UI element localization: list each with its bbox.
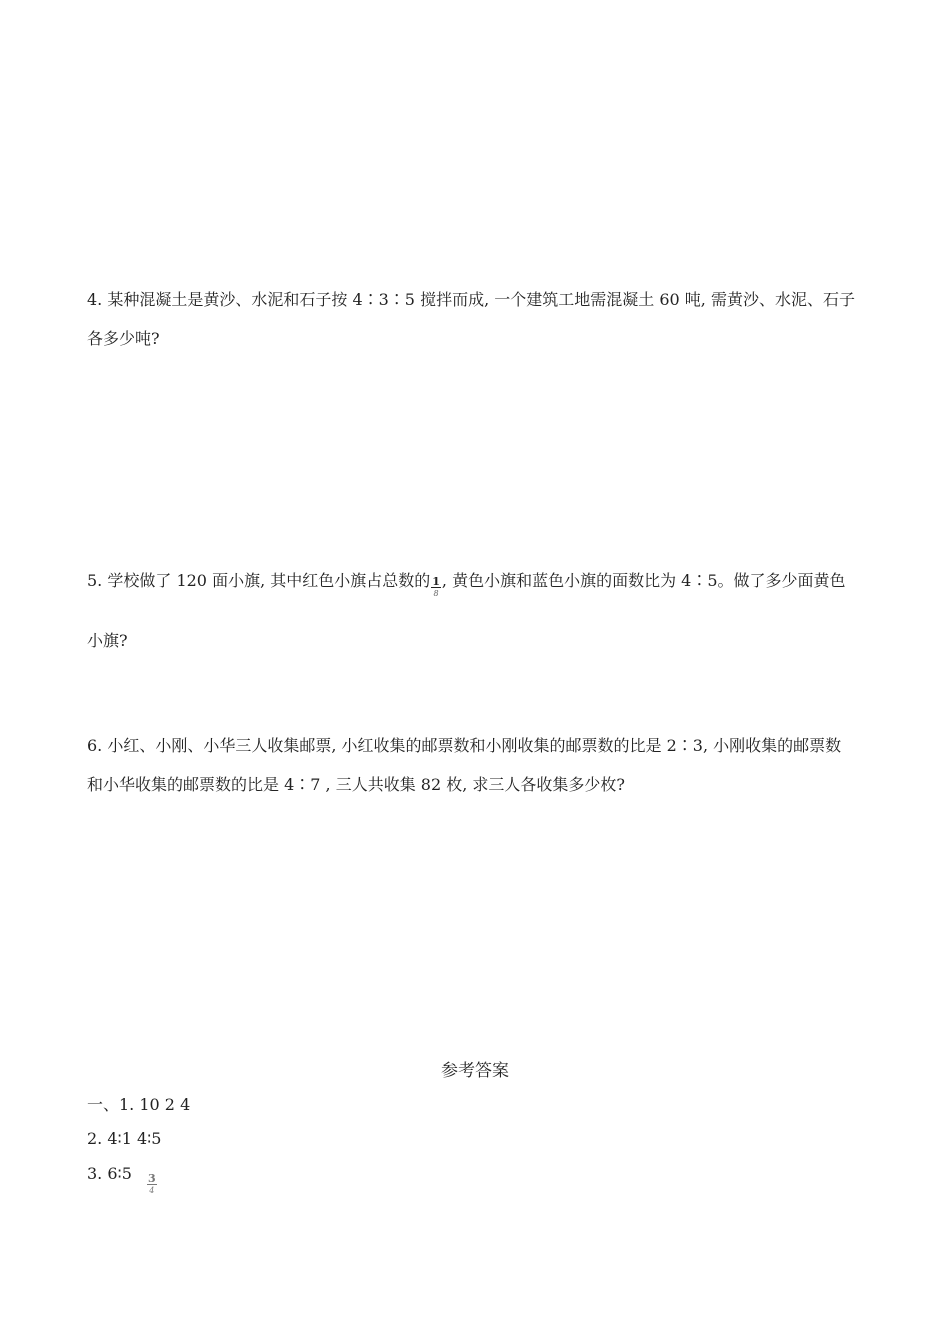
question-4-line-1: 4. 某种混凝土是黄沙、水泥和石子按 4∶3∶5 搅拌而成, 一个建筑工地需混凝土 60 吨, 需黄沙、水泥、石子 [87,290,855,309]
fraction-denominator: 8 [433,589,439,598]
fraction-three-quarters [147,1173,157,1196]
question-5-text-before: 5. 学校做了 120 面小旗, 其中红色小旗占总数的 [87,571,431,590]
answer-key-title: 参考答案 [441,1061,509,1081]
answer-2: 2. 4∶1 4∶5 [87,1129,162,1148]
fraction-denominator: 4 [149,1186,155,1195]
answer-3-text: 3. 6∶5 [87,1164,132,1183]
question-5-line-1 [87,570,846,598]
fraction-numerator: 1 [432,575,440,588]
question-5-line-2: 小旗? [87,631,128,650]
answer-3 [87,1163,158,1195]
question-6-line-1: 6. 小红、小刚、小华三人收集邮票, 小红收集的邮票数和小刚收集的邮票数的比是 2∶3, 小刚收集的邮票数 [87,736,842,755]
question-6-line-2: 和小华收集的邮票数的比是 4∶7 , 三人共收集 82 枚, 求三人各收集多少枚? [87,775,625,794]
fraction-one-eighth [431,576,441,599]
question-5-text-after: , 黄色小旗和蓝色小旗的面数比为 4∶5。做了多少面黄色 [441,571,846,590]
question-4-line-2: 各多少吨? [87,329,160,348]
fraction-numerator: 3 [147,1172,156,1185]
answer-1: 一、1. 10 2 4 [87,1095,191,1114]
